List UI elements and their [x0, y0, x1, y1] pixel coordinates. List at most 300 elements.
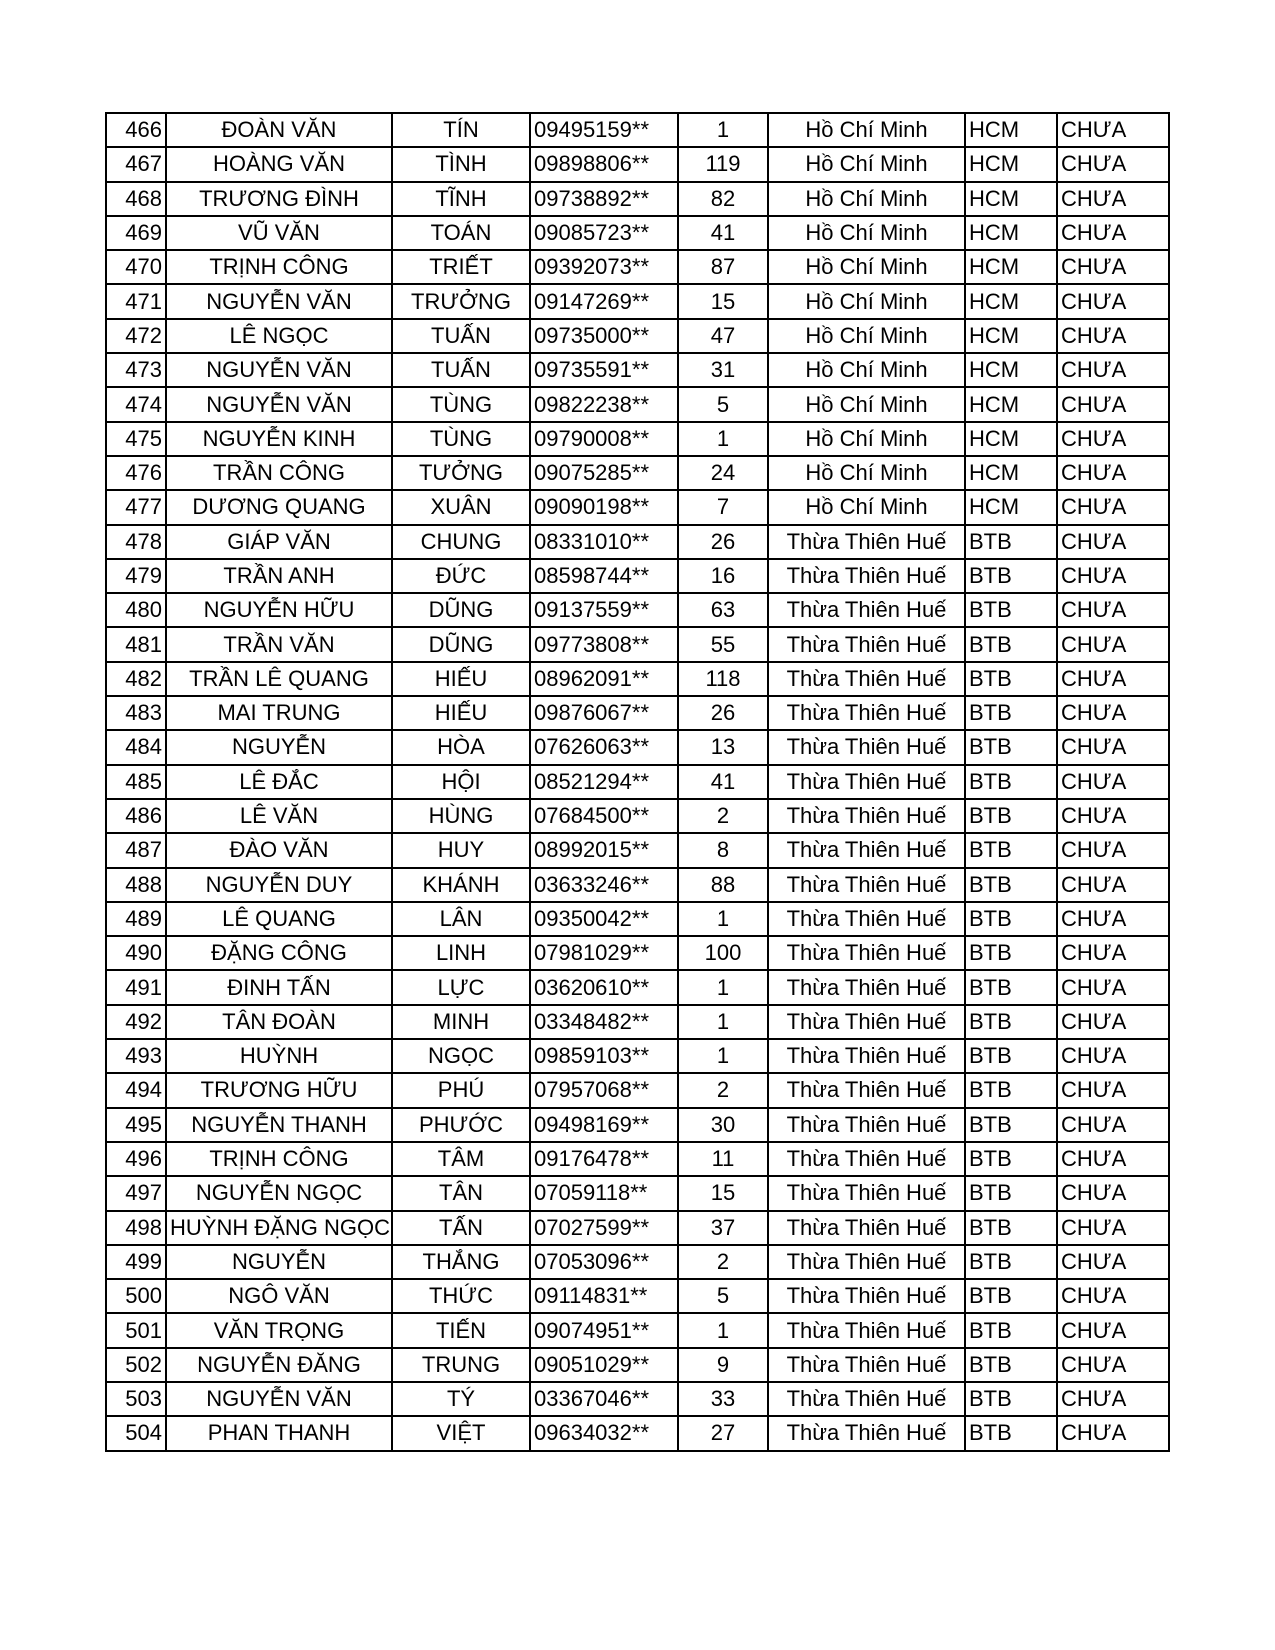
cell-surname-middle-name: NGUYỄN VĂN	[166, 353, 392, 387]
cell-region: HCM	[965, 353, 1057, 387]
cell-given-name: LÂN	[392, 902, 530, 936]
cell-status: CHƯA	[1057, 799, 1169, 833]
cell-province: Thừa Thiên Huế	[768, 868, 965, 902]
cell-province: Thừa Thiên Huế	[768, 765, 965, 799]
cell-phone: 09735591**	[530, 353, 678, 387]
cell-surname-middle-name: TÂN ĐOÀN	[166, 1005, 392, 1039]
cell-region: BTB	[965, 1073, 1057, 1107]
cell-region: HCM	[965, 422, 1057, 456]
cell-given-name: XUÂN	[392, 490, 530, 524]
cell-surname-middle-name: TRƯƠNG HỮU	[166, 1073, 392, 1107]
cell-region: HCM	[965, 456, 1057, 490]
cell-province: Thừa Thiên Huế	[768, 1039, 965, 1073]
cell-quantity: 1	[678, 1005, 768, 1039]
cell-quantity: 1	[678, 902, 768, 936]
cell-status: CHƯA	[1057, 1382, 1169, 1416]
cell-status: CHƯA	[1057, 730, 1169, 764]
cell-given-name: PHƯỚC	[392, 1108, 530, 1142]
cell-status: CHƯA	[1057, 284, 1169, 318]
cell-given-name: MINH	[392, 1005, 530, 1039]
cell-surname-middle-name: NGUYỄN ĐĂNG	[166, 1348, 392, 1382]
cell-quantity: 37	[678, 1211, 768, 1245]
cell-status: CHƯA	[1057, 456, 1169, 490]
cell-given-name: THỨC	[392, 1279, 530, 1313]
cell-quantity: 82	[678, 182, 768, 216]
cell-status: CHƯA	[1057, 593, 1169, 627]
cell-given-name: TIẾN	[392, 1313, 530, 1347]
cell-phone: 09859103**	[530, 1039, 678, 1073]
cell-status: CHƯA	[1057, 970, 1169, 1004]
cell-number: 478	[106, 525, 166, 559]
cell-province: Hồ Chí Minh	[768, 319, 965, 353]
table-row	[106, 1416, 1169, 1450]
cell-number: 480	[106, 593, 166, 627]
cell-province: Thừa Thiên Huế	[768, 1073, 965, 1107]
cell-quantity: 55	[678, 627, 768, 661]
cell-region: BTB	[965, 1416, 1057, 1450]
cell-province: Hồ Chí Minh	[768, 490, 965, 524]
cell-province: Thừa Thiên Huế	[768, 730, 965, 764]
cell-status: CHƯA	[1057, 662, 1169, 696]
cell-province: Thừa Thiên Huế	[768, 1382, 965, 1416]
cell-surname-middle-name: ĐÀO VĂN	[166, 833, 392, 867]
cell-province: Hồ Chí Minh	[768, 353, 965, 387]
cell-phone: 09176478**	[530, 1142, 678, 1176]
cell-number: 470	[106, 250, 166, 284]
table-row	[106, 1073, 1169, 1107]
cell-province: Thừa Thiên Huế	[768, 833, 965, 867]
table-row	[106, 833, 1169, 867]
cell-phone: 09898806**	[530, 147, 678, 181]
cell-given-name: THẮNG	[392, 1245, 530, 1279]
cell-quantity: 15	[678, 284, 768, 318]
cell-status: CHƯA	[1057, 490, 1169, 524]
cell-region: HCM	[965, 319, 1057, 353]
cell-number: 498	[106, 1211, 166, 1245]
cell-region: BTB	[965, 1313, 1057, 1347]
cell-number: 479	[106, 559, 166, 593]
cell-status: CHƯA	[1057, 1176, 1169, 1210]
cell-phone: 09085723**	[530, 216, 678, 250]
cell-number: 494	[106, 1073, 166, 1107]
table-row	[106, 113, 1169, 147]
cell-phone: 03620610**	[530, 970, 678, 1004]
cell-given-name: HIẾU	[392, 696, 530, 730]
cell-phone: 08521294**	[530, 765, 678, 799]
cell-status: CHƯA	[1057, 559, 1169, 593]
cell-given-name: TÙNG	[392, 387, 530, 421]
cell-number: 495	[106, 1108, 166, 1142]
table-row	[106, 765, 1169, 799]
cell-number: 485	[106, 765, 166, 799]
cell-quantity: 119	[678, 147, 768, 181]
cell-quantity: 1	[678, 422, 768, 456]
table-row	[106, 1142, 1169, 1176]
cell-region: BTB	[965, 1348, 1057, 1382]
cell-quantity: 30	[678, 1108, 768, 1142]
cell-quantity: 5	[678, 387, 768, 421]
cell-region: BTB	[965, 1039, 1057, 1073]
winners-table	[105, 112, 1170, 1452]
cell-phone: 09392073**	[530, 250, 678, 284]
cell-province: Thừa Thiên Huế	[768, 1245, 965, 1279]
cell-status: CHƯA	[1057, 216, 1169, 250]
cell-status: CHƯA	[1057, 1108, 1169, 1142]
cell-surname-middle-name: DƯƠNG QUANG	[166, 490, 392, 524]
cell-province: Hồ Chí Minh	[768, 147, 965, 181]
cell-phone: 03348482**	[530, 1005, 678, 1039]
table-row	[106, 147, 1169, 181]
cell-given-name: TÙNG	[392, 422, 530, 456]
cell-quantity: 118	[678, 662, 768, 696]
cell-quantity: 2	[678, 1245, 768, 1279]
cell-quantity: 41	[678, 765, 768, 799]
cell-province: Thừa Thiên Huế	[768, 1211, 965, 1245]
cell-given-name: TĨNH	[392, 182, 530, 216]
table-row	[106, 1245, 1169, 1279]
cell-province: Thừa Thiên Huế	[768, 902, 965, 936]
cell-phone: 07053096**	[530, 1245, 678, 1279]
cell-given-name: TƯỞNG	[392, 456, 530, 490]
cell-surname-middle-name: TRẦN CÔNG	[166, 456, 392, 490]
cell-quantity: 16	[678, 559, 768, 593]
cell-region: BTB	[965, 833, 1057, 867]
cell-quantity: 2	[678, 1073, 768, 1107]
cell-quantity: 41	[678, 216, 768, 250]
table-row	[106, 1382, 1169, 1416]
cell-surname-middle-name: NGUYỄN	[166, 1245, 392, 1279]
cell-region: BTB	[965, 970, 1057, 1004]
cell-quantity: 24	[678, 456, 768, 490]
table-row	[106, 559, 1169, 593]
cell-status: CHƯA	[1057, 422, 1169, 456]
cell-phone: 09090198**	[530, 490, 678, 524]
cell-number: 483	[106, 696, 166, 730]
cell-surname-middle-name: LÊ ĐẮC	[166, 765, 392, 799]
cell-number: 502	[106, 1348, 166, 1382]
cell-given-name: CHUNG	[392, 525, 530, 559]
cell-region: BTB	[965, 902, 1057, 936]
cell-surname-middle-name: GIÁP VĂN	[166, 525, 392, 559]
cell-status: CHƯA	[1057, 1211, 1169, 1245]
cell-phone: 09051029**	[530, 1348, 678, 1382]
cell-region: BTB	[965, 1108, 1057, 1142]
cell-surname-middle-name: NGUYỄN VĂN	[166, 387, 392, 421]
cell-region: BTB	[965, 1211, 1057, 1245]
cell-surname-middle-name: HUỲNH	[166, 1039, 392, 1073]
cell-phone: 08962091**	[530, 662, 678, 696]
cell-status: CHƯA	[1057, 1039, 1169, 1073]
cell-surname-middle-name: LÊ VĂN	[166, 799, 392, 833]
cell-region: HCM	[965, 216, 1057, 250]
table-row	[106, 182, 1169, 216]
cell-province: Hồ Chí Minh	[768, 422, 965, 456]
cell-quantity: 5	[678, 1279, 768, 1313]
cell-given-name: TRƯỞNG	[392, 284, 530, 318]
cell-region: BTB	[965, 525, 1057, 559]
cell-province: Thừa Thiên Huế	[768, 525, 965, 559]
cell-province: Thừa Thiên Huế	[768, 1348, 965, 1382]
cell-number: 475	[106, 422, 166, 456]
cell-quantity: 7	[678, 490, 768, 524]
cell-given-name: NGỌC	[392, 1039, 530, 1073]
table-row	[106, 1039, 1169, 1073]
cell-phone: 09137559**	[530, 593, 678, 627]
table-row	[106, 1313, 1169, 1347]
cell-province: Thừa Thiên Huế	[768, 1005, 965, 1039]
cell-quantity: 1	[678, 1039, 768, 1073]
cell-quantity: 33	[678, 1382, 768, 1416]
table-row	[106, 525, 1169, 559]
cell-status: CHƯA	[1057, 833, 1169, 867]
cell-region: HCM	[965, 490, 1057, 524]
table-row	[106, 662, 1169, 696]
cell-number: 486	[106, 799, 166, 833]
cell-phone: 07626063**	[530, 730, 678, 764]
cell-number: 500	[106, 1279, 166, 1313]
cell-given-name: LỰC	[392, 970, 530, 1004]
cell-number: 487	[106, 833, 166, 867]
cell-province: Hồ Chí Minh	[768, 456, 965, 490]
cell-status: CHƯA	[1057, 627, 1169, 661]
cell-quantity: 8	[678, 833, 768, 867]
cell-surname-middle-name: NGUYỄN VĂN	[166, 284, 392, 318]
cell-surname-middle-name: TRẦN LÊ QUANG	[166, 662, 392, 696]
cell-quantity: 11	[678, 1142, 768, 1176]
cell-number: 469	[106, 216, 166, 250]
table-row	[106, 353, 1169, 387]
cell-quantity: 47	[678, 319, 768, 353]
cell-given-name: DŨNG	[392, 627, 530, 661]
cell-status: CHƯA	[1057, 1313, 1169, 1347]
cell-province: Thừa Thiên Huế	[768, 1313, 965, 1347]
cell-status: CHƯA	[1057, 250, 1169, 284]
cell-region: BTB	[965, 1176, 1057, 1210]
cell-region: BTB	[965, 868, 1057, 902]
cell-number: 477	[106, 490, 166, 524]
cell-phone: 07981029**	[530, 936, 678, 970]
cell-quantity: 13	[678, 730, 768, 764]
cell-phone: 07684500**	[530, 799, 678, 833]
cell-given-name: TUẤN	[392, 319, 530, 353]
cell-given-name: LINH	[392, 936, 530, 970]
cell-province: Hồ Chí Minh	[768, 216, 965, 250]
cell-phone: 09114831**	[530, 1279, 678, 1313]
cell-phone: 07027599**	[530, 1211, 678, 1245]
cell-given-name: TUẤN	[392, 353, 530, 387]
table-row	[106, 696, 1169, 730]
cell-quantity: 1	[678, 1313, 768, 1347]
cell-status: CHƯA	[1057, 1348, 1169, 1382]
cell-quantity: 15	[678, 1176, 768, 1210]
cell-region: HCM	[965, 182, 1057, 216]
cell-quantity: 26	[678, 696, 768, 730]
cell-given-name: TÂM	[392, 1142, 530, 1176]
cell-region: BTB	[965, 1005, 1057, 1039]
cell-status: CHƯA	[1057, 1416, 1169, 1450]
cell-status: CHƯA	[1057, 1245, 1169, 1279]
cell-number: 471	[106, 284, 166, 318]
cell-status: CHƯA	[1057, 765, 1169, 799]
cell-phone: 09075285**	[530, 456, 678, 490]
cell-quantity: 26	[678, 525, 768, 559]
cell-number: 484	[106, 730, 166, 764]
cell-region: BTB	[965, 662, 1057, 696]
table-row	[106, 422, 1169, 456]
table-row	[106, 1176, 1169, 1210]
cell-given-name: TÌNH	[392, 147, 530, 181]
cell-surname-middle-name: NGUYỄN HỮU	[166, 593, 392, 627]
cell-phone: 03367046**	[530, 1382, 678, 1416]
cell-status: CHƯA	[1057, 936, 1169, 970]
cell-phone: 09773808**	[530, 627, 678, 661]
table-row	[106, 1005, 1169, 1039]
cell-surname-middle-name: VĂN TRỌNG	[166, 1313, 392, 1347]
cell-surname-middle-name: ĐINH TẤN	[166, 970, 392, 1004]
cell-surname-middle-name: TRỊNH CÔNG	[166, 250, 392, 284]
cell-given-name: HÒA	[392, 730, 530, 764]
table-row	[106, 1348, 1169, 1382]
cell-phone: 08992015**	[530, 833, 678, 867]
cell-quantity: 1	[678, 113, 768, 147]
cell-region: BTB	[965, 799, 1057, 833]
table-row	[106, 730, 1169, 764]
cell-given-name: TRIẾT	[392, 250, 530, 284]
cell-region: BTB	[965, 1142, 1057, 1176]
cell-quantity: 100	[678, 936, 768, 970]
cell-quantity: 88	[678, 868, 768, 902]
cell-given-name: TÂN	[392, 1176, 530, 1210]
table-row	[106, 627, 1169, 661]
cell-quantity: 9	[678, 1348, 768, 1382]
cell-region: BTB	[965, 696, 1057, 730]
cell-quantity: 87	[678, 250, 768, 284]
cell-quantity: 63	[678, 593, 768, 627]
cell-phone: 08331010**	[530, 525, 678, 559]
table-row	[106, 970, 1169, 1004]
cell-province: Thừa Thiên Huế	[768, 696, 965, 730]
cell-province: Thừa Thiên Huế	[768, 662, 965, 696]
cell-number: 492	[106, 1005, 166, 1039]
cell-status: CHƯA	[1057, 387, 1169, 421]
cell-given-name: HỘI	[392, 765, 530, 799]
cell-surname-middle-name: VŨ VĂN	[166, 216, 392, 250]
cell-phone: 09790008**	[530, 422, 678, 456]
table-body	[106, 113, 1169, 1451]
cell-status: CHƯA	[1057, 525, 1169, 559]
cell-phone: 09350042**	[530, 902, 678, 936]
cell-province: Thừa Thiên Huế	[768, 799, 965, 833]
cell-province: Thừa Thiên Huế	[768, 1416, 965, 1450]
cell-surname-middle-name: NGÔ VĂN	[166, 1279, 392, 1313]
cell-province: Thừa Thiên Huế	[768, 1279, 965, 1313]
cell-number: 476	[106, 456, 166, 490]
cell-province: Thừa Thiên Huế	[768, 1108, 965, 1142]
cell-phone: 07059118**	[530, 1176, 678, 1210]
table-row	[106, 456, 1169, 490]
cell-surname-middle-name: LÊ QUANG	[166, 902, 392, 936]
cell-number: 499	[106, 1245, 166, 1279]
cell-surname-middle-name: NGUYỄN VĂN	[166, 1382, 392, 1416]
table-row	[106, 250, 1169, 284]
cell-given-name: HUY	[392, 833, 530, 867]
cell-surname-middle-name: TRỊNH CÔNG	[166, 1142, 392, 1176]
cell-number: 466	[106, 113, 166, 147]
table-row	[106, 1211, 1169, 1245]
cell-status: CHƯA	[1057, 113, 1169, 147]
cell-surname-middle-name: NGUYỄN NGỌC	[166, 1176, 392, 1210]
cell-surname-middle-name: HUỲNH ĐẶNG NGỌC	[166, 1211, 392, 1245]
cell-region: BTB	[965, 627, 1057, 661]
table-row	[106, 387, 1169, 421]
cell-phone: 09074951**	[530, 1313, 678, 1347]
cell-surname-middle-name: HOÀNG VĂN	[166, 147, 392, 181]
cell-region: BTB	[965, 1245, 1057, 1279]
cell-number: 472	[106, 319, 166, 353]
cell-number: 482	[106, 662, 166, 696]
cell-province: Hồ Chí Minh	[768, 284, 965, 318]
cell-region: BTB	[965, 593, 1057, 627]
cell-phone: 09822238**	[530, 387, 678, 421]
cell-province: Thừa Thiên Huế	[768, 1176, 965, 1210]
cell-surname-middle-name: NGUYỄN DUY	[166, 868, 392, 902]
cell-given-name: TẤN	[392, 1211, 530, 1245]
cell-region: HCM	[965, 147, 1057, 181]
cell-phone: 09495159**	[530, 113, 678, 147]
cell-surname-middle-name: TRẦN ANH	[166, 559, 392, 593]
table-row	[106, 868, 1169, 902]
table-row	[106, 216, 1169, 250]
cell-phone: 09735000**	[530, 319, 678, 353]
cell-given-name: TOÁN	[392, 216, 530, 250]
cell-surname-middle-name: LÊ NGỌC	[166, 319, 392, 353]
cell-given-name: TÝ	[392, 1382, 530, 1416]
cell-number: 504	[106, 1416, 166, 1450]
cell-phone: 09738892**	[530, 182, 678, 216]
cell-given-name: HIẾU	[392, 662, 530, 696]
cell-status: CHƯA	[1057, 1005, 1169, 1039]
table-row	[106, 319, 1169, 353]
cell-province: Hồ Chí Minh	[768, 250, 965, 284]
cell-province: Hồ Chí Minh	[768, 387, 965, 421]
cell-number: 496	[106, 1142, 166, 1176]
cell-phone: 09147269**	[530, 284, 678, 318]
cell-region: BTB	[965, 1279, 1057, 1313]
cell-given-name: PHÚ	[392, 1073, 530, 1107]
cell-status: CHƯA	[1057, 353, 1169, 387]
cell-surname-middle-name: MAI TRUNG	[166, 696, 392, 730]
cell-given-name: HÙNG	[392, 799, 530, 833]
cell-province: Hồ Chí Minh	[768, 113, 965, 147]
cell-surname-middle-name: ĐOÀN VĂN	[166, 113, 392, 147]
cell-given-name: DŨNG	[392, 593, 530, 627]
cell-phone: 07957068**	[530, 1073, 678, 1107]
cell-region: HCM	[965, 250, 1057, 284]
cell-number: 493	[106, 1039, 166, 1073]
cell-region: BTB	[965, 936, 1057, 970]
table-row	[106, 936, 1169, 970]
cell-number: 489	[106, 902, 166, 936]
cell-given-name: KHÁNH	[392, 868, 530, 902]
cell-region: BTB	[965, 765, 1057, 799]
cell-phone: 08598744**	[530, 559, 678, 593]
table-row	[106, 1279, 1169, 1313]
table-row	[106, 1108, 1169, 1142]
cell-province: Thừa Thiên Huế	[768, 936, 965, 970]
cell-phone: 09634032**	[530, 1416, 678, 1450]
cell-quantity: 2	[678, 799, 768, 833]
cell-given-name: ĐỨC	[392, 559, 530, 593]
